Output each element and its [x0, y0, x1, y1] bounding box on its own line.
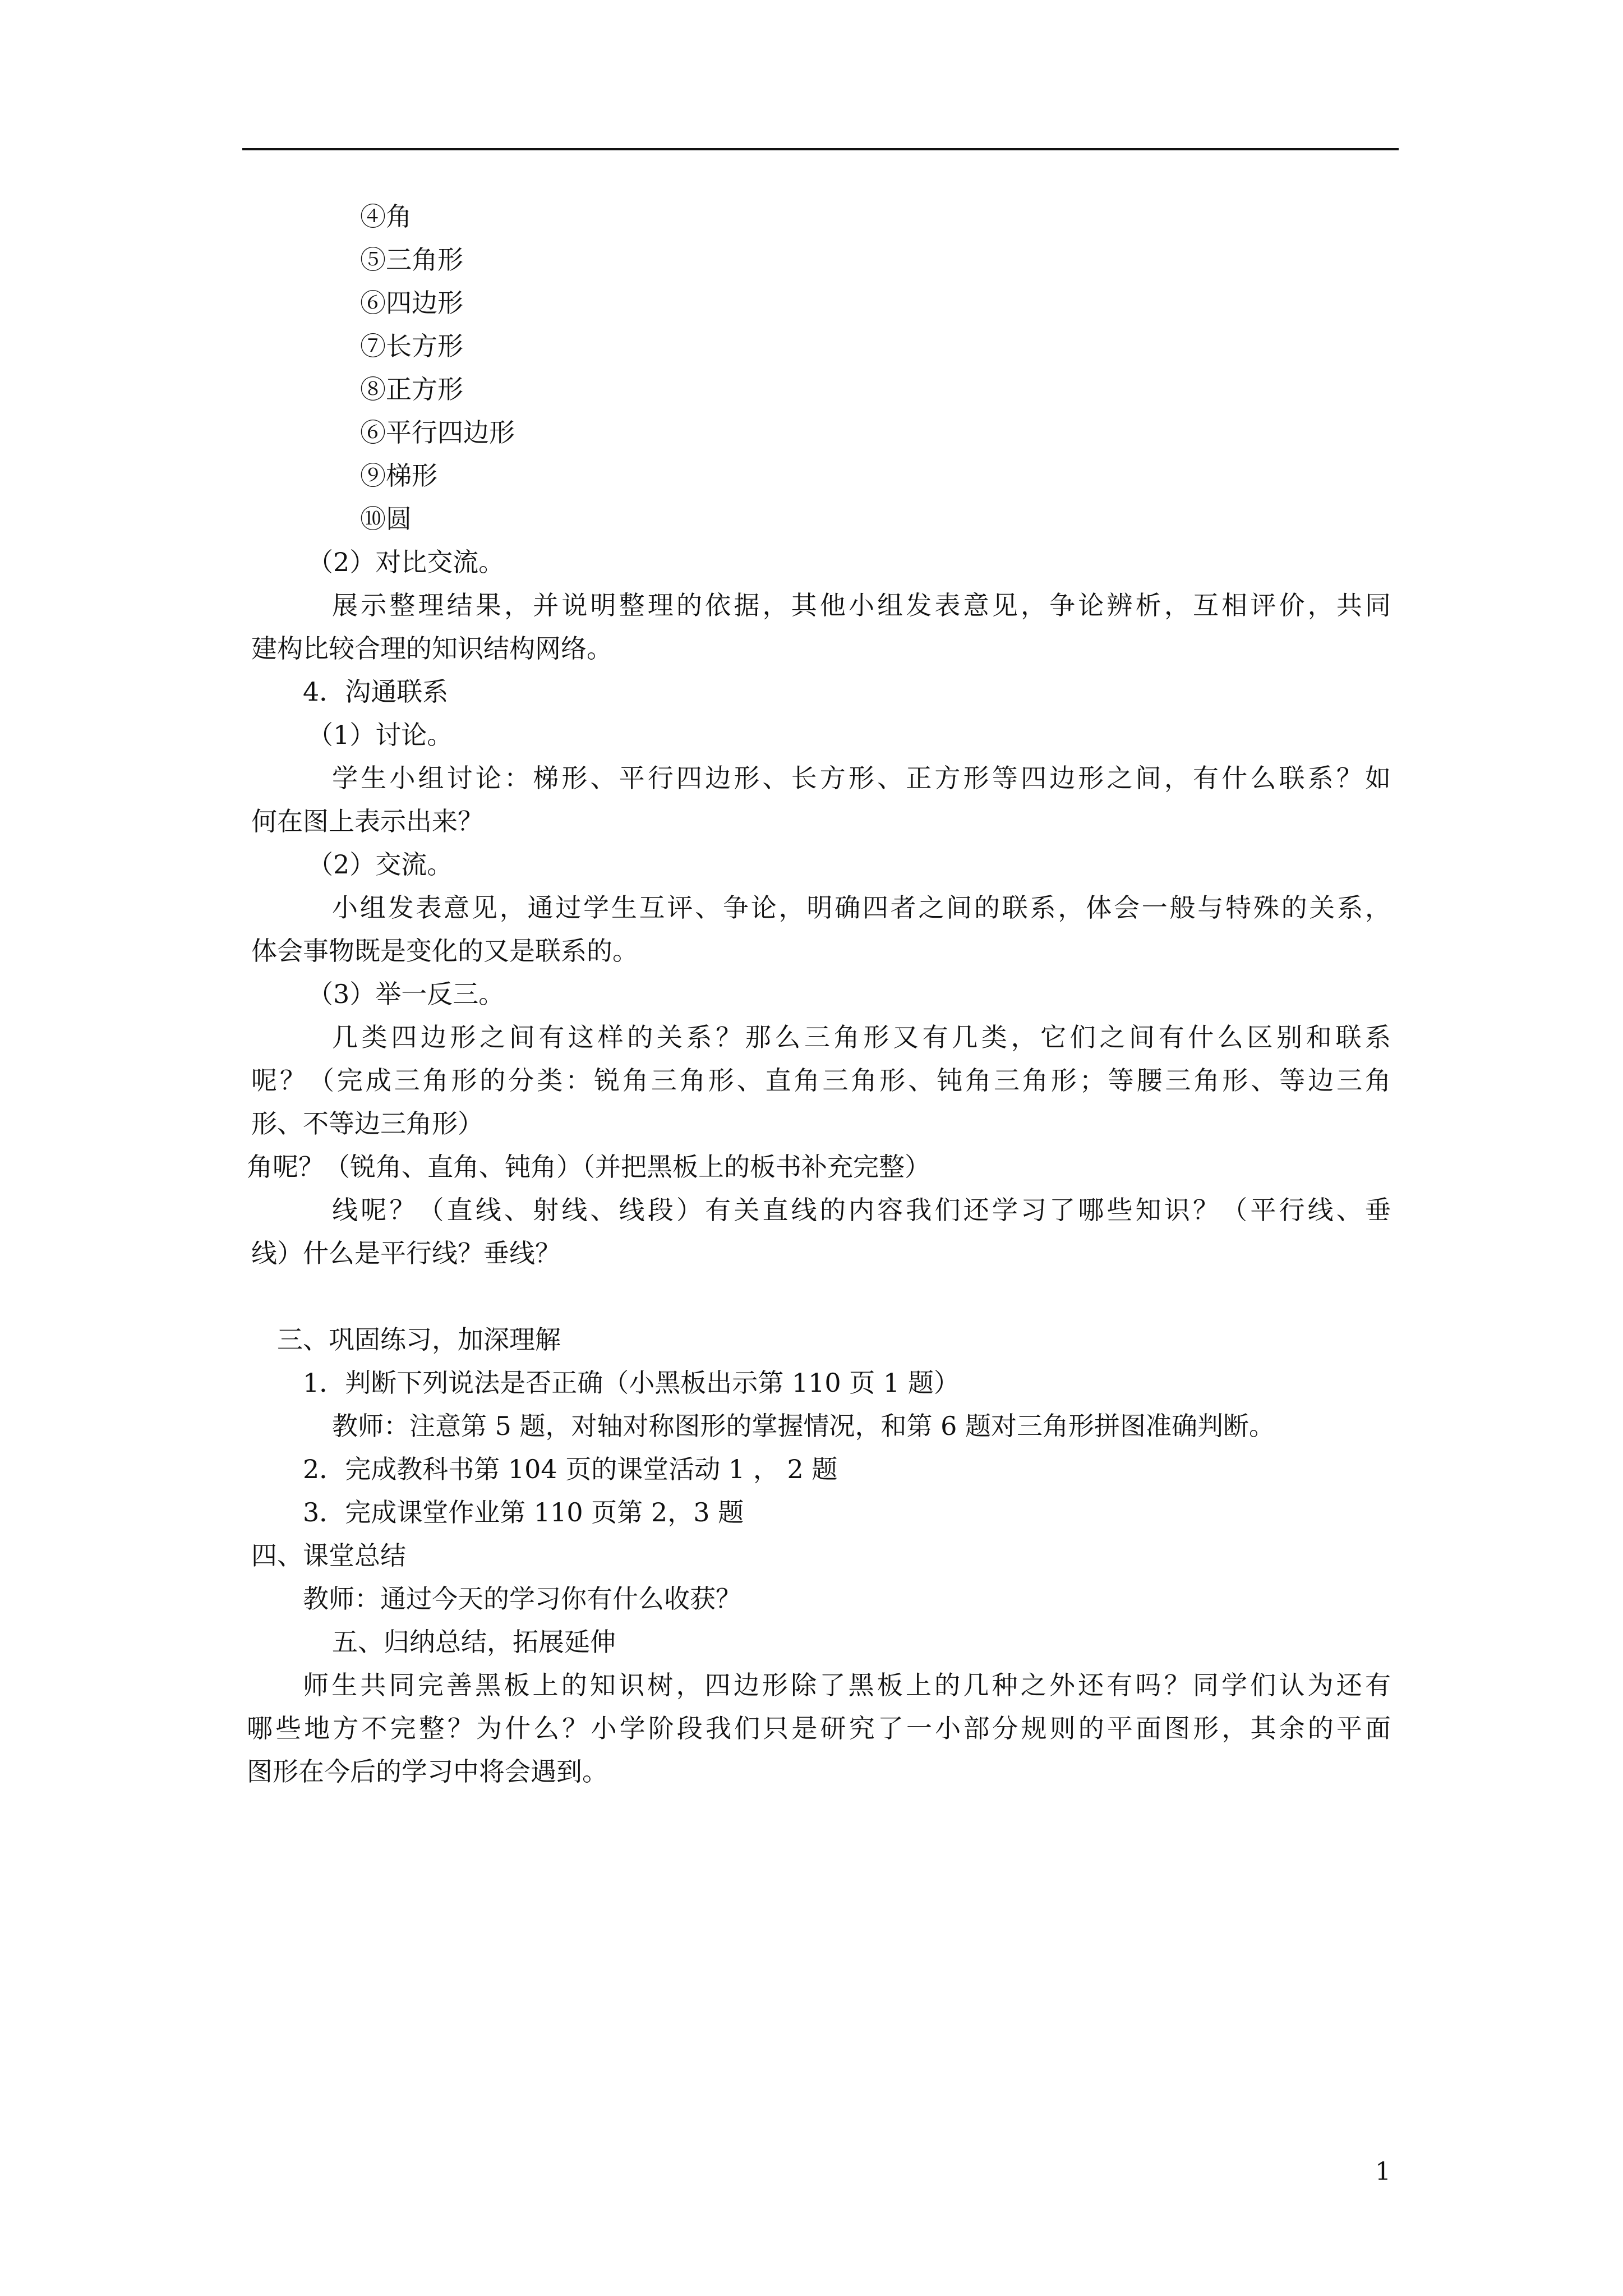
subheading-discussion: （1）讨论。	[307, 720, 453, 750]
list-item-square: ⑧正方形	[360, 374, 463, 404]
subheading-analogy: （3）举一反三。	[307, 979, 505, 1009]
header-rule	[242, 148, 1399, 150]
practice-item-1: 1．判断下列说法是否正确（小黑板出示第 110 页 1 题）	[303, 1368, 960, 1398]
list-item-parallelogram: ⑥平行四边形	[360, 417, 515, 448]
paragraph-line: 小组发表意见，通过学生互评、争论，明确四者之间的联系，体会一般与特殊的关系，	[332, 892, 1391, 923]
section-heading-extension: 五、归纳总结，拓展延伸	[332, 1627, 616, 1657]
paragraph-line: 呢？（完成三角形的分类：锐角三角形、直角三角形、钝角三角形；等腰三角形、等边三角	[251, 1065, 1391, 1096]
paragraph-line: 师生共同完善黑板上的知识树，四边形除了黑板上的几种之外还有吗？同学们认为还有	[303, 1670, 1391, 1700]
practice-note: 教师：注意第 5 题，对轴对称图形的掌握情况，和第 6 题对三角形拼图准确判断。	[332, 1411, 1275, 1441]
list-item-rectangle: ⑦长方形	[360, 331, 463, 361]
section-heading-connections: 4．沟通联系	[303, 677, 449, 707]
paragraph-line: 学生小组讨论：梯形、平行四边形、长方形、正方形等四边形之间，有什么联系？如	[332, 763, 1391, 793]
list-item-trapezoid: ⑨梯形	[360, 461, 437, 491]
list-item-circle: ⑩圆	[360, 504, 412, 534]
subheading-exchange: （2）交流。	[307, 849, 453, 880]
page-number: 1	[1375, 2157, 1391, 2186]
paragraph-line: 图形在今后的学习中将会遇到。	[247, 1756, 608, 1787]
paragraph-line: 何在图上表示出来？	[251, 806, 483, 836]
practice-item-3: 3．完成课堂作业第 110 页第 2，3 题	[303, 1497, 744, 1527]
section-heading-summary: 四、课堂总结	[251, 1540, 406, 1571]
paragraph-line: 形、不等边三角形）	[251, 1108, 483, 1139]
paragraph-line: 建构比较合理的知识结构网络。	[251, 633, 612, 664]
paragraph-line: 线呢？（直线、射线、线段）有关直线的内容我们还学习了哪些知识？（平行线、垂	[332, 1195, 1391, 1225]
paragraph-line: 线）什么是平行线？垂线？	[251, 1238, 561, 1268]
paragraph-line: 展示整理结果，并说明整理的依据，其他小组发表意见，争论辨析，互相评价，共同	[332, 590, 1391, 620]
summary-question: 教师：通过今天的学习你有什么收获？	[303, 1584, 741, 1614]
subheading-compare-exchange: （2）对比交流。	[307, 547, 505, 577]
list-item-triangle: ⑤三角形	[360, 245, 463, 275]
section-heading-practice: 三、巩固练习，加深理解	[277, 1324, 561, 1355]
paragraph-line: 哪些地方不完整？为什么？小学阶段我们只是研究了一小部分规则的平面图形，其余的平面	[247, 1713, 1391, 1743]
paragraph-line: 角呢？（锐角、直角、钝角）（并把黑板上的板书补充完整）	[247, 1152, 930, 1182]
practice-item-2: 2．完成教科书第 104 页的课堂活动 1 ， 2 题	[303, 1454, 838, 1484]
paragraph-line: 几类四边形之间有这样的关系？那么三角形又有几类，它们之间有什么区别和联系	[332, 1022, 1391, 1052]
list-item-quadrilateral: ⑥四边形	[360, 288, 463, 318]
list-item-angle: ④角	[360, 201, 412, 232]
paragraph-line: 体会事物既是变化的又是联系的。	[251, 936, 638, 966]
